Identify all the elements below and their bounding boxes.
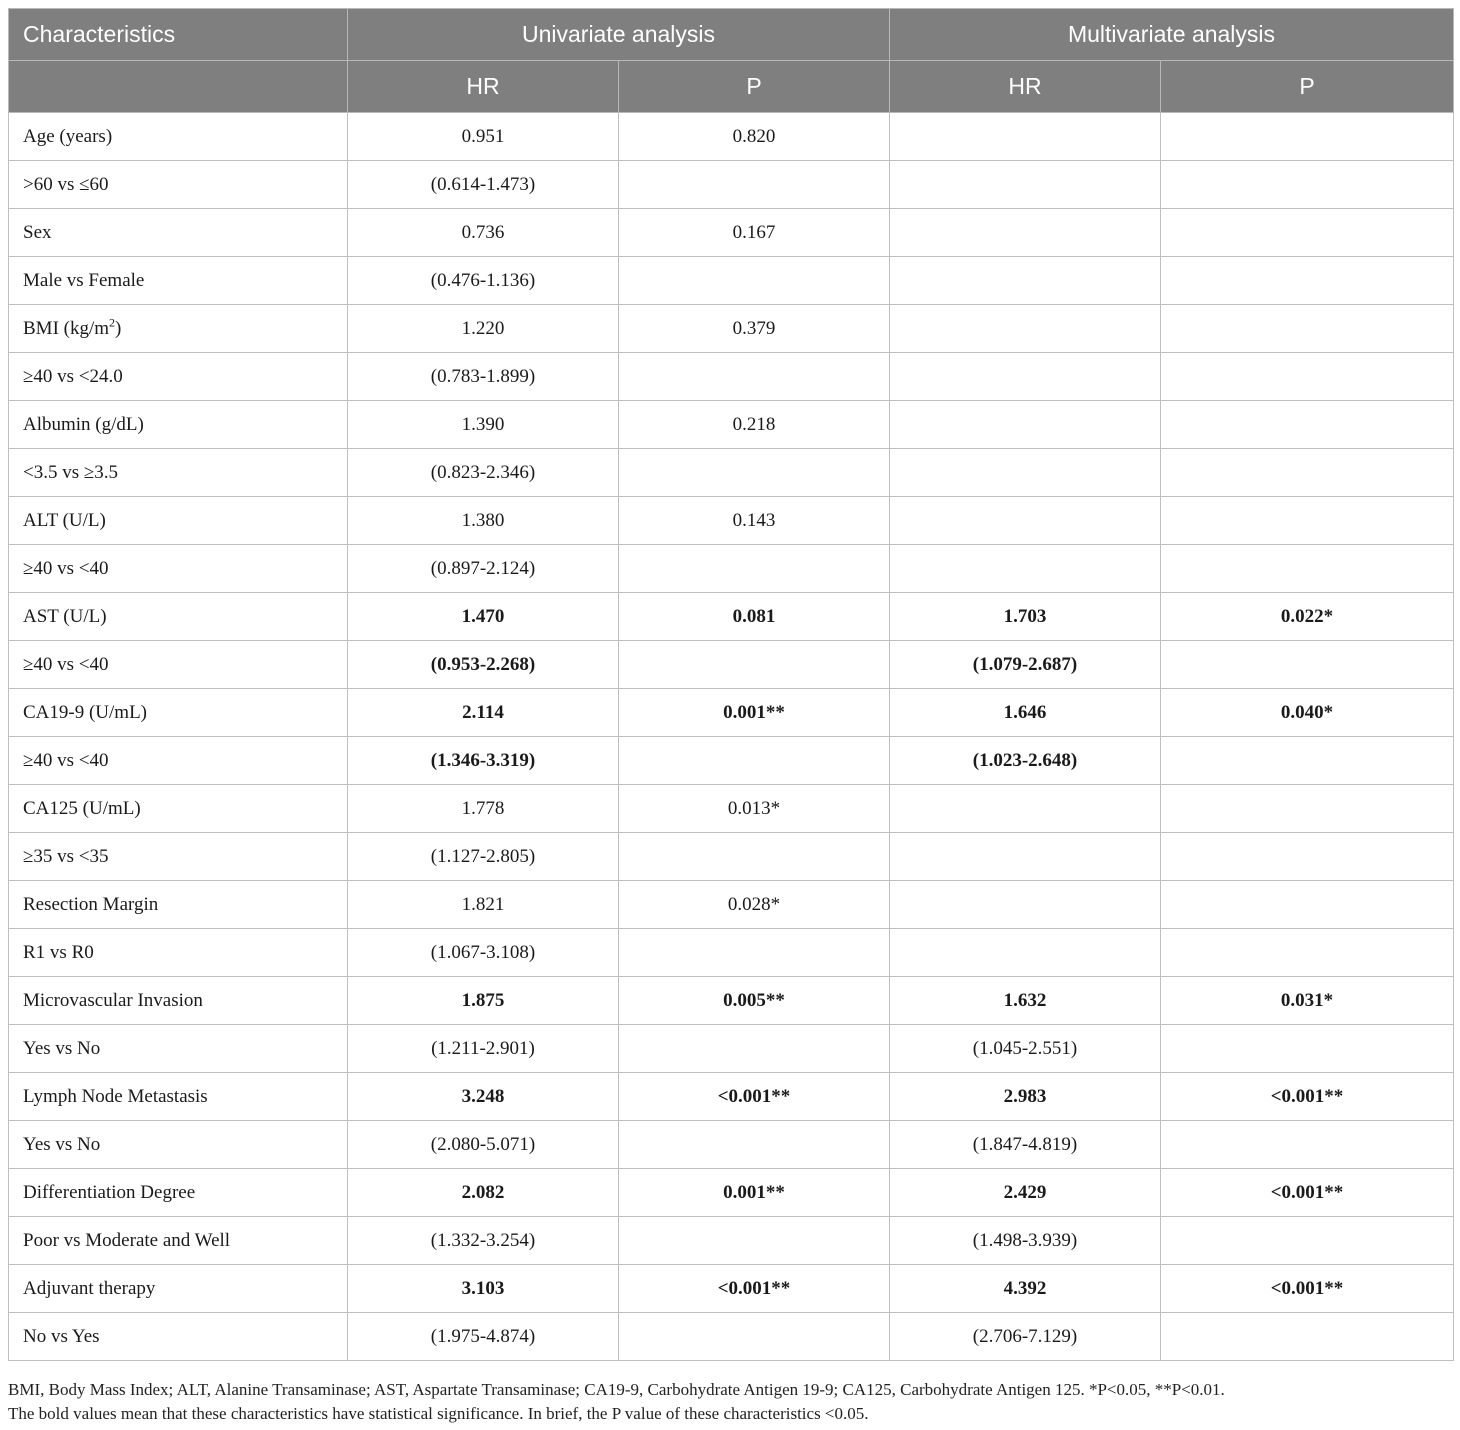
header-row-1 <box>9 9 1454 61</box>
univariate-hr-cell: (0.476-1.136) <box>348 257 619 305</box>
label-text: ≥40 vs <40 <box>23 653 109 675</box>
univariate-p-cell <box>619 161 890 209</box>
univariate-p-cell <box>619 641 890 689</box>
multivariate-hr-cell <box>890 401 1161 449</box>
row-characteristic-label <box>9 1265 348 1313</box>
multivariate-p-cell: <0.001** <box>1161 1265 1454 1313</box>
table-row <box>9 689 1454 737</box>
multivariate-p-cell <box>1161 545 1454 593</box>
multivariate-hr-cell: (1.045-2.551) <box>890 1025 1161 1073</box>
univariate-hr-cell: 1.778 <box>348 785 619 833</box>
row-characteristic-label <box>9 785 348 833</box>
multivariate-hr-cell <box>890 545 1161 593</box>
row-characteristic-label <box>9 977 348 1025</box>
table-row <box>9 833 1454 881</box>
univariate-hr-cell: (1.346-3.319) <box>348 737 619 785</box>
univariate-hr-cell: 1.821 <box>348 881 619 929</box>
row-characteristic-label <box>9 1025 348 1073</box>
table-row <box>9 1025 1454 1073</box>
multivariate-hr-cell: 2.429 <box>890 1169 1161 1217</box>
table-row <box>9 785 1454 833</box>
univariate-p-cell <box>619 1217 890 1265</box>
label-text: Differentiation Degree <box>23 1181 196 1203</box>
header-characteristics: Characteristics <box>9 9 348 61</box>
table-row <box>9 881 1454 929</box>
univariate-p-cell: 0.379 <box>619 305 890 353</box>
results-table-container <box>8 8 1453 1361</box>
univariate-p-cell <box>619 929 890 977</box>
multivariate-hr-cell: (1.079-2.687) <box>890 641 1161 689</box>
multivariate-p-cell: <0.001** <box>1161 1169 1454 1217</box>
table-row <box>9 929 1454 977</box>
label-text: AST (U/L) <box>23 605 107 627</box>
univariate-p-cell <box>619 1313 890 1361</box>
row-characteristic-label <box>9 353 348 401</box>
multivariate-p-cell <box>1161 737 1454 785</box>
multivariate-hr-cell: (1.847-4.819) <box>890 1121 1161 1169</box>
univariate-hr-cell: (0.783-1.899) <box>348 353 619 401</box>
univariate-p-cell: 0.167 <box>619 209 890 257</box>
label-text: ≥40 vs <24.0 <box>23 365 123 387</box>
multivariate-p-cell: 0.040* <box>1161 689 1454 737</box>
row-characteristic-label <box>9 305 348 353</box>
multivariate-p-cell <box>1161 641 1454 689</box>
univariate-p-cell: 0.028* <box>619 881 890 929</box>
univariate-hr-cell: 1.390 <box>348 401 619 449</box>
multivariate-hr-cell <box>890 785 1161 833</box>
header-blank <box>9 61 348 113</box>
multivariate-hr-cell <box>890 497 1161 545</box>
univariate-hr-cell: 2.114 <box>348 689 619 737</box>
univariate-p-cell: 0.820 <box>619 113 890 161</box>
header-row-2 <box>9 61 1454 113</box>
row-characteristic-label <box>9 929 348 977</box>
multivariate-hr-cell: (1.023-2.648) <box>890 737 1161 785</box>
multivariate-p-cell <box>1161 785 1454 833</box>
label-text: ≥40 vs <40 <box>23 749 109 771</box>
univariate-hr-cell: 0.736 <box>348 209 619 257</box>
univariate-hr-cell: (0.953-2.268) <box>348 641 619 689</box>
label-suffix: ) <box>115 317 122 339</box>
multivariate-p-cell: 0.022* <box>1161 593 1454 641</box>
univariate-p-cell: 0.143 <box>619 497 890 545</box>
row-characteristic-label <box>9 689 348 737</box>
univariate-p-cell <box>619 833 890 881</box>
univariate-hr-cell: (0.823-2.346) <box>348 449 619 497</box>
univariate-hr-cell: 3.248 <box>348 1073 619 1121</box>
label-text: Adjuvant therapy <box>23 1277 156 1299</box>
label-superscript: 2 <box>109 315 116 330</box>
table-row <box>9 641 1454 689</box>
label-text: <3.5 vs ≥3.5 <box>23 461 119 483</box>
label-text: ≥35 vs <35 <box>23 845 109 867</box>
univariate-p-cell <box>619 1025 890 1073</box>
footnote-bold-explanation: The bold values mean that these characteristics have statistical significance. In brief, the P value of these characteristics <0.05. <box>8 1404 869 1423</box>
label-text: Resection Margin <box>23 893 159 915</box>
multivariate-p-cell <box>1161 113 1454 161</box>
row-characteristic-label <box>9 401 348 449</box>
label-text: BMI (kg/m <box>23 317 110 339</box>
table-row <box>9 353 1454 401</box>
multivariate-p-cell <box>1161 401 1454 449</box>
multivariate-hr-cell <box>890 257 1161 305</box>
multivariate-hr-cell <box>890 881 1161 929</box>
label-text: Microvascular Invasion <box>23 989 203 1011</box>
row-characteristic-label <box>9 161 348 209</box>
header-uni-hr: HR <box>348 61 619 113</box>
multivariate-p-cell <box>1161 305 1454 353</box>
label-text: Poor vs Moderate and Well <box>23 1229 231 1251</box>
univariate-hr-cell: (1.975-4.874) <box>348 1313 619 1361</box>
multivariate-p-cell <box>1161 1121 1454 1169</box>
row-characteristic-label <box>9 1313 348 1361</box>
label-text: CA125 (U/mL) <box>23 797 141 819</box>
multivariate-hr-cell <box>890 305 1161 353</box>
univariate-p-cell: 0.218 <box>619 401 890 449</box>
univariate-p-cell: <0.001** <box>619 1073 890 1121</box>
univariate-p-cell <box>619 545 890 593</box>
row-characteristic-label <box>9 545 348 593</box>
table-header <box>9 9 1454 113</box>
row-characteristic-label <box>9 113 348 161</box>
univariate-p-cell: <0.001** <box>619 1265 890 1313</box>
multivariate-hr-cell <box>890 353 1161 401</box>
header-uni-p: P <box>619 61 890 113</box>
label-text: Lymph Node Metastasis <box>23 1085 208 1107</box>
multivariate-hr-cell <box>890 449 1161 497</box>
table-row <box>9 545 1454 593</box>
multivariate-p-cell <box>1161 833 1454 881</box>
table-row <box>9 1265 1454 1313</box>
univariate-hr-cell: 0.951 <box>348 113 619 161</box>
univariate-p-cell: 0.013* <box>619 785 890 833</box>
multivariate-p-cell <box>1161 209 1454 257</box>
multivariate-p-cell: <0.001** <box>1161 1073 1454 1121</box>
table-row <box>9 1169 1454 1217</box>
row-characteristic-label <box>9 209 348 257</box>
multivariate-p-cell <box>1161 1313 1454 1361</box>
header-univariate: Univariate analysis <box>348 9 890 61</box>
multivariate-hr-cell: 1.632 <box>890 977 1161 1025</box>
label-text: >60 vs ≤60 <box>23 173 109 195</box>
label-text: Yes vs No <box>23 1133 101 1155</box>
univariate-p-cell: 0.081 <box>619 593 890 641</box>
multivariate-hr-cell: 2.983 <box>890 1073 1161 1121</box>
multivariate-hr-cell: (2.706-7.129) <box>890 1313 1161 1361</box>
row-characteristic-label <box>9 1217 348 1265</box>
univariate-hr-cell: (2.080-5.071) <box>348 1121 619 1169</box>
univariate-p-cell: 0.001** <box>619 1169 890 1217</box>
multivariate-hr-cell <box>890 161 1161 209</box>
table-row <box>9 977 1454 1025</box>
table-row <box>9 257 1454 305</box>
row-characteristic-label <box>9 1169 348 1217</box>
multivariate-p-cell <box>1161 161 1454 209</box>
table-footnotes <box>8 1378 1453 1426</box>
table-row <box>9 1073 1454 1121</box>
univariate-hr-cell: 1.470 <box>348 593 619 641</box>
row-characteristic-label <box>9 497 348 545</box>
multivariate-hr-cell <box>890 113 1161 161</box>
univariate-hr-cell: (1.332-3.254) <box>348 1217 619 1265</box>
table-row <box>9 1217 1454 1265</box>
univariate-p-cell: 0.005** <box>619 977 890 1025</box>
univariate-p-cell <box>619 1121 890 1169</box>
multivariate-p-cell <box>1161 1025 1454 1073</box>
row-characteristic-label <box>9 641 348 689</box>
table-row <box>9 401 1454 449</box>
label-text: ALT (U/L) <box>23 509 106 531</box>
multivariate-hr-cell <box>890 929 1161 977</box>
univariate-hr-cell: 3.103 <box>348 1265 619 1313</box>
univariate-p-cell <box>619 353 890 401</box>
label-text: Age (years) <box>23 125 113 147</box>
multivariate-p-cell <box>1161 881 1454 929</box>
univariate-hr-cell: 2.082 <box>348 1169 619 1217</box>
row-characteristic-label <box>9 257 348 305</box>
multivariate-hr-cell: 1.646 <box>890 689 1161 737</box>
univariate-hr-cell: 1.220 <box>348 305 619 353</box>
row-characteristic-label <box>9 593 348 641</box>
univariate-hr-cell: 1.875 <box>348 977 619 1025</box>
multivariate-p-cell: 0.031* <box>1161 977 1454 1025</box>
table-row <box>9 113 1454 161</box>
footnote-abbreviations: BMI, Body Mass Index; ALT, Alanine Transaminase; AST, Aspartate Transaminase; CA19-9, Carbohydrate Antigen 19-9; CA125, Carbohydrate Antigen 125. *P<0.05, **P<0.01. <box>8 1380 1225 1399</box>
row-characteristic-label <box>9 449 348 497</box>
cox-regression-table <box>8 8 1454 1361</box>
table-row <box>9 593 1454 641</box>
label-text: Male vs Female <box>23 269 145 291</box>
univariate-p-cell: 0.001** <box>619 689 890 737</box>
multivariate-p-cell <box>1161 353 1454 401</box>
univariate-hr-cell: (1.127-2.805) <box>348 833 619 881</box>
row-characteristic-label <box>9 1073 348 1121</box>
multivariate-hr-cell <box>890 833 1161 881</box>
univariate-hr-cell: (1.067-3.108) <box>348 929 619 977</box>
header-multi-hr: HR <box>890 61 1161 113</box>
row-characteristic-label <box>9 737 348 785</box>
table-body <box>9 113 1454 1361</box>
multivariate-hr-cell: (1.498-3.939) <box>890 1217 1161 1265</box>
row-characteristic-label <box>9 833 348 881</box>
univariate-p-cell <box>619 737 890 785</box>
label-text: No vs Yes <box>23 1325 100 1347</box>
label-text: Sex <box>23 221 52 243</box>
univariate-hr-cell: 1.380 <box>348 497 619 545</box>
table-row <box>9 305 1454 353</box>
multivariate-p-cell <box>1161 257 1454 305</box>
table-row <box>9 497 1454 545</box>
row-characteristic-label <box>9 881 348 929</box>
table-row <box>9 1121 1454 1169</box>
label-text: Albumin (g/dL) <box>23 413 144 435</box>
multivariate-p-cell <box>1161 497 1454 545</box>
label-text: ≥40 vs <40 <box>23 557 109 579</box>
row-characteristic-label <box>9 1121 348 1169</box>
table-row <box>9 449 1454 497</box>
univariate-hr-cell: (0.897-2.124) <box>348 545 619 593</box>
label-text: R1 vs R0 <box>23 941 94 963</box>
multivariate-p-cell <box>1161 1217 1454 1265</box>
label-text: Yes vs No <box>23 1037 101 1059</box>
multivariate-p-cell <box>1161 929 1454 977</box>
multivariate-hr-cell <box>890 209 1161 257</box>
label-text: CA19-9 (U/mL) <box>23 701 148 723</box>
table-row <box>9 737 1454 785</box>
multivariate-p-cell <box>1161 449 1454 497</box>
univariate-hr-cell: (0.614-1.473) <box>348 161 619 209</box>
multivariate-hr-cell: 1.703 <box>890 593 1161 641</box>
header-multi-p: P <box>1161 61 1454 113</box>
multivariate-hr-cell: 4.392 <box>890 1265 1161 1313</box>
table-row <box>9 1313 1454 1361</box>
table-row <box>9 209 1454 257</box>
table-row <box>9 161 1454 209</box>
univariate-p-cell <box>619 449 890 497</box>
header-multivariate: Multivariate analysis <box>890 9 1454 61</box>
univariate-p-cell <box>619 257 890 305</box>
univariate-hr-cell: (1.211-2.901) <box>348 1025 619 1073</box>
